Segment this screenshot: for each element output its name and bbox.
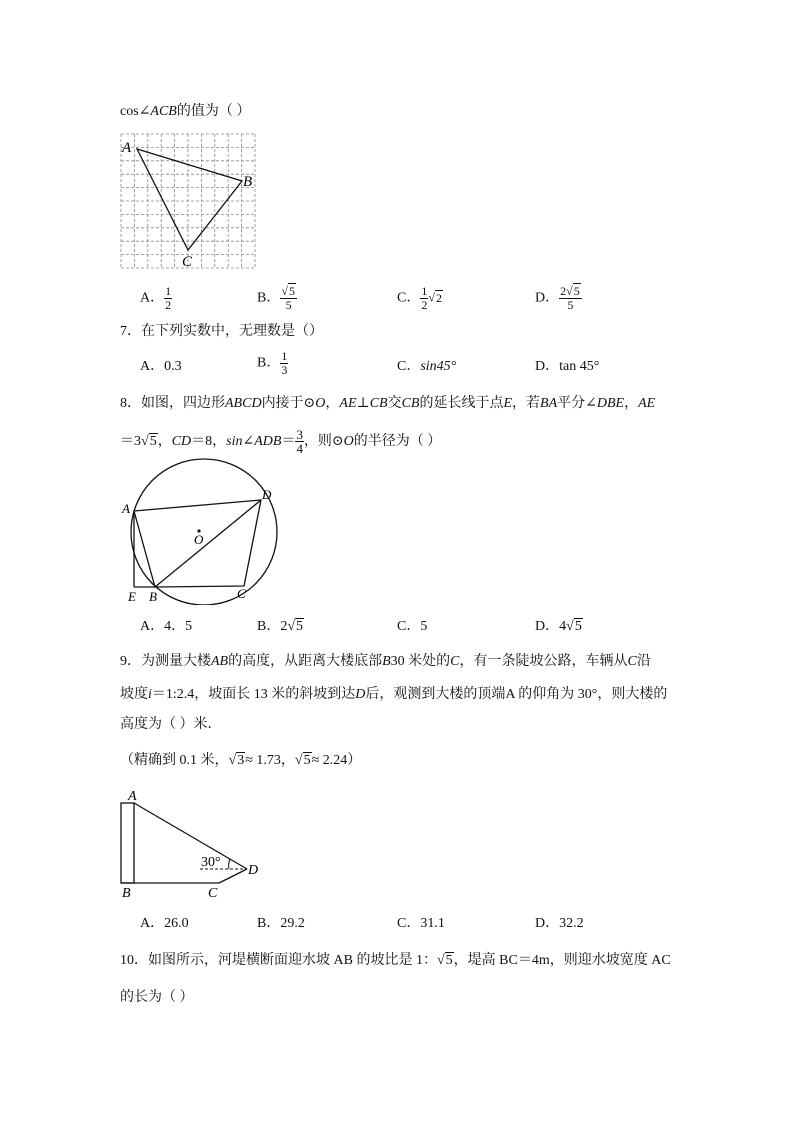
- q6-option-c[interactable]: C． $\frac{1}{2}$ √2: [397, 284, 442, 312]
- q9-stem-line2: 坡度i＝1:2.4，坡面长 13 米的斜坡到达D后，观测到大楼的顶端A 的仰角为 30°，则大楼的: [120, 687, 668, 702]
- q7-option-c[interactable]: C．sin45°: [397, 359, 457, 374]
- q6-triangle: [137, 149, 242, 250]
- q8-option-c[interactable]: C．5: [397, 619, 428, 634]
- q9-precision-note: （精确到 0.1 米，√3≈ 1.73，√5≈ 2.24）: [120, 753, 362, 768]
- q8-stem-line1: 8．如图，四边形ABCD内接于⊙O，AE⊥CB交CB的延长线于点E，若BA平分∠DBE，AE: [120, 396, 656, 411]
- q9-label-c: C: [208, 886, 218, 900]
- q6-grid-figure: [112, 132, 272, 272]
- q8-label-a: A: [122, 501, 130, 516]
- q8-option-d[interactable]: D．4√5: [535, 619, 582, 634]
- q6-option-b[interactable]: B． $\frac{√5}{5}$: [257, 284, 295, 312]
- q6-stem: cos∠ACB的值为（ ）: [120, 104, 251, 119]
- q9-label-b: B: [122, 886, 131, 900]
- q8-label-o: O: [194, 532, 204, 547]
- q10-stem-line1: 10．如图所示，河堤横断面迎水坡 AB 的坡比是 1：√5，堤高 BC＝4m，则迎水坡宽度 AC: [120, 953, 671, 968]
- q9-option-d[interactable]: D．32.2: [535, 916, 584, 931]
- q8-option-a[interactable]: A．4．5: [140, 619, 193, 634]
- q9-label-a: A: [128, 789, 137, 804]
- q10-stem-line2: 的长为（ ）: [120, 990, 194, 1005]
- q9-stem-line3: 高度为（ ）米．: [120, 717, 222, 732]
- q9-slope-figure: [115, 785, 270, 900]
- q8-label-c: C: [237, 586, 246, 601]
- q8-label-d: D: [262, 487, 272, 502]
- q6-option-a[interactable]: A． $\frac{1}{2}$: [140, 284, 172, 312]
- q7-option-b[interactable]: B． $\frac{1}{3}$: [257, 349, 288, 377]
- q8-stem-line2: ＝3√5，CD＝8，sin∠ADB＝ $\frac{3}{4}$ ，则⊙O的半径为（ ）: [120, 427, 442, 457]
- q7-option-a[interactable]: A．0.3: [140, 359, 182, 374]
- q9-label-d: D: [248, 863, 259, 878]
- q6-label-a: A: [122, 140, 132, 156]
- q7-option-d[interactable]: D．tan 45°: [535, 359, 600, 374]
- q6-option-d[interactable]: D． $\frac{2√5}{5}$: [535, 284, 580, 312]
- q9-angle-arc: [229, 859, 230, 869]
- q9-building: [121, 803, 134, 883]
- q8-circle-figure: [115, 455, 290, 605]
- q8-label-e: E: [128, 589, 136, 604]
- q8-label-b: B: [149, 589, 157, 604]
- q6-label-c: C: [182, 254, 193, 270]
- q9-angle-label: 30°: [201, 855, 221, 870]
- q9-stem-line1: 9．为测量大楼AB的高度，从距离大楼底部B30 米处的C，有一条陡坡公路，车辆从C沿: [120, 654, 651, 669]
- q6-label-b: B: [243, 174, 253, 190]
- q9-option-b[interactable]: B．29.2: [257, 916, 305, 931]
- q9-option-a[interactable]: A．26.0: [140, 916, 189, 931]
- q8-diagonal-bd: [155, 500, 261, 587]
- q9-slope-cd: [219, 869, 247, 883]
- q7-stem: 7．在下列实数中，无理数是（）: [120, 324, 323, 339]
- q8-option-b[interactable]: B．2√5: [257, 619, 304, 634]
- q9-option-c[interactable]: C．31.1: [397, 916, 445, 931]
